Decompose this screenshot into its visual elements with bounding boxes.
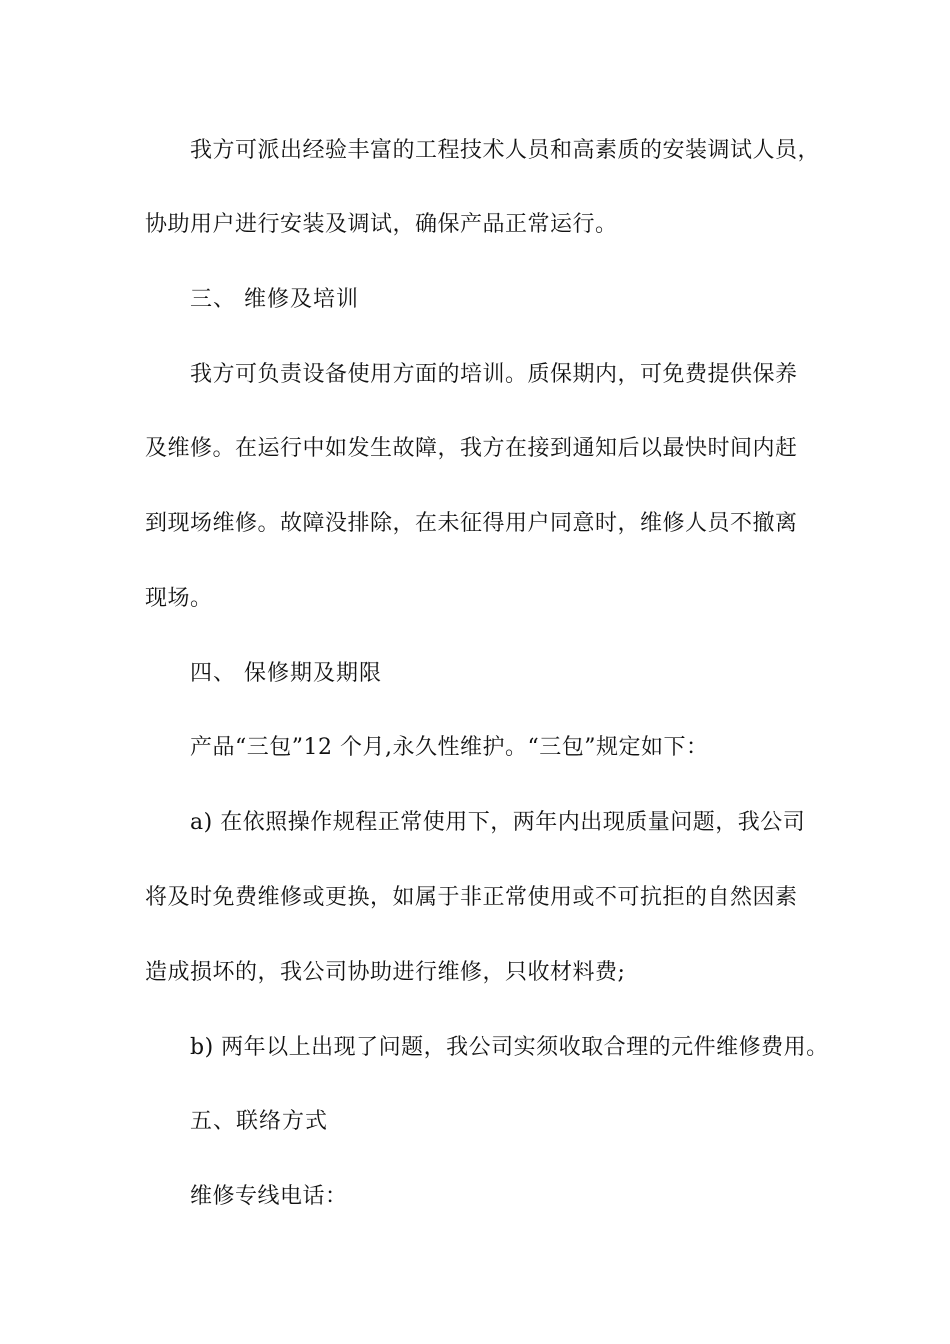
list-item-a-line-3: 造成损坏的，我公司协助进行维修，只收材料费; <box>145 960 626 985</box>
list-item-a-line-2: 将及时免费维修或更换，如属于非正常使用或不可抗拒的自然因素 <box>145 885 798 910</box>
paragraph-warranty-intro: 产品“三包”12 个月,永久性维护。“三包”规定如下： <box>190 735 709 760</box>
section-heading-contact: 五、联络方式 <box>190 1109 329 1134</box>
paragraph-training-line-4: 现场。 <box>145 586 213 611</box>
section-heading-maintenance-training: 三、 维修及培训 <box>190 287 359 312</box>
paragraph-training-line-1: 我方可负责设备使用方面的培训。质保期内，可免费提供保养 <box>190 362 798 387</box>
section-heading-warranty-period: 四、 保修期及期限 <box>190 661 382 686</box>
paragraph-install-line-1: 我方可派出经验丰富的工程技术人员和高素质的安装调试人员， <box>190 138 821 163</box>
paragraph-install-line-2: 协助用户进行安装及调试，确保产品正常运行。 <box>145 212 618 237</box>
repair-hotline-label: 维修专线电话： <box>190 1184 348 1209</box>
paragraph-training-line-2: 及维修。在运行中如发生故障，我方在接到通知后以最快时间内赶 <box>145 436 798 461</box>
list-item-a-line-1: a) 在依照操作规程正常使用下，两年内出现质量问题，我公司 <box>190 810 806 835</box>
paragraph-training-line-3: 到现场维修。故障没排除，在未征得用户同意时，维修人员不撤离 <box>145 511 798 536</box>
list-item-b: b) 两年以上出现了问题，我公司实须收取合理的元件维修费用。 <box>190 1035 829 1060</box>
